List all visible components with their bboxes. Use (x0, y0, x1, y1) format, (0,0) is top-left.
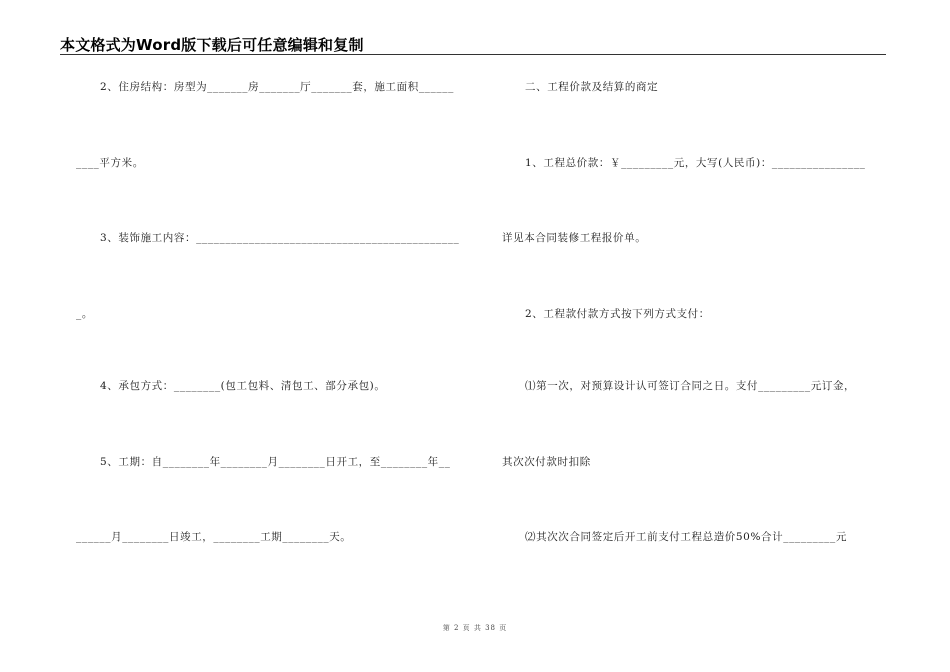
left-line-area-unit: ____平方米。 (76, 157, 144, 169)
right-line-deduction: 其次次付款时扣除 (502, 456, 591, 468)
left-line-housing-structure: 2、住房结构：房型为_______房_______厅_______套，施工面积______ (100, 81, 454, 93)
left-line-contract-method: 4、承包方式：________(包工包料、清包工、部分承包)。 (100, 380, 386, 392)
page-header (60, 34, 886, 55)
right-line-first-payment: ⑴第一次，对预算设计认可签订合同之日。支付_________元订金， (525, 380, 856, 392)
right-line-section-title: 二、工程价款及结算的商定 (525, 81, 659, 93)
right-line-payment-method: 2、工程款付款方式按下列方式支付： (525, 308, 710, 320)
right-line-total-price: 1、工程总价款：￥_________元，大写(人民币)：________________ (525, 157, 866, 169)
left-line-decoration-content: 3、装饰施工内容：_____________________________________________ (100, 232, 460, 244)
left-line-continuation: _。 (76, 308, 93, 320)
left-line-completion: ______月________日竣工，________工期________天。 (76, 531, 352, 543)
left-line-work-period: 5、工期：自________年________月________日开工，至________年__ (100, 456, 451, 468)
page-number: 第 2 页 共 38 页 (442, 624, 508, 632)
right-line-second-payment: ⑵其次次合同签定后开工前支付工程总造价50%合计_________元 (525, 531, 847, 543)
header-title: 本文格式为Word版下载后可任意编辑和复制 (60, 36, 364, 54)
right-line-quote-reference: 详见本合同装修工程报价单。 (502, 232, 647, 244)
